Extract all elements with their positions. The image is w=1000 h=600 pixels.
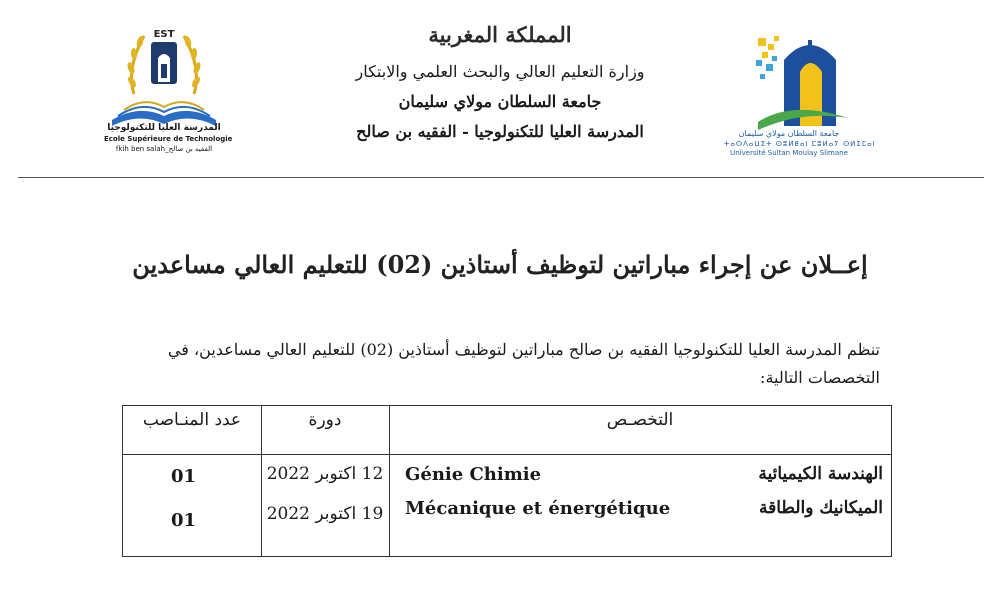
announcement-title: إعــلان عن إجراء مباراتين لتوظيف أستاذين (02) للتعليم العالي مساعدين bbox=[132, 250, 868, 279]
row1-specialty-fr: Génie Chimie bbox=[405, 464, 542, 485]
row1-specialty-ar: الهندسة الكيميائية bbox=[758, 464, 883, 484]
est-name-fr: Ecole Supérieure de Technologie bbox=[104, 135, 233, 143]
ministry-name: وزارة التعليم العالي والبحث العلمي والابتكار bbox=[355, 62, 645, 81]
est-location: fkih ben salah_الفقيه بن صالح bbox=[115, 145, 213, 153]
header-divider bbox=[18, 177, 984, 178]
school-name: المدرسة العليا للتكنولوجيا - الفقيه بن صالح bbox=[356, 122, 644, 141]
usms-name-tifinagh: ⵜⴰⵙⴷⴰⵡⵉⵜ ⵙⵓⵍⵟⴰⵏ ⵎⵓⵍⴰⵢ ⵙⵍⵉⵎⴰⵏ bbox=[724, 140, 876, 148]
est-label: EST bbox=[153, 29, 175, 40]
university-name: جامعة السلطان مولاي سليمان bbox=[398, 92, 602, 111]
positions-table bbox=[122, 405, 892, 557]
kingdom-heading: المملكة المغربية bbox=[428, 22, 572, 47]
announcement-intro: تنظم المدرسة العليا للتكنولوجيا الفقيه بن صالح مباراتين لتوظيف أستاذين (02) للتعليم العالي مساعدين، في التخصصات التالية: bbox=[167, 340, 880, 387]
usms-logo bbox=[752, 30, 852, 140]
est-name-ar: المدرسة العليا للتكنولوجيا bbox=[107, 123, 221, 133]
row2-session: 19 اكتوبر 2022 bbox=[266, 504, 384, 524]
header-positions: عدد المنـاصب bbox=[142, 410, 242, 430]
usms-name-ar: جامعة السلطان مولاي سليمان bbox=[738, 129, 840, 138]
row1-session: 12 اكتوبر 2022 bbox=[266, 464, 384, 484]
usms-name-fr: Université Sultan Moulay Slimane bbox=[730, 149, 848, 157]
table-divider bbox=[123, 454, 891, 455]
row2-specialty-fr: Mécanique et énergétique bbox=[405, 498, 671, 519]
row2-specialty-ar: الميكانيك والطاقة bbox=[758, 498, 883, 518]
row2-positions: 01 bbox=[171, 510, 197, 531]
header-specialty: التخصـص bbox=[606, 410, 674, 430]
header-session: دورة bbox=[308, 410, 342, 430]
row1-positions: 01 bbox=[171, 466, 197, 487]
